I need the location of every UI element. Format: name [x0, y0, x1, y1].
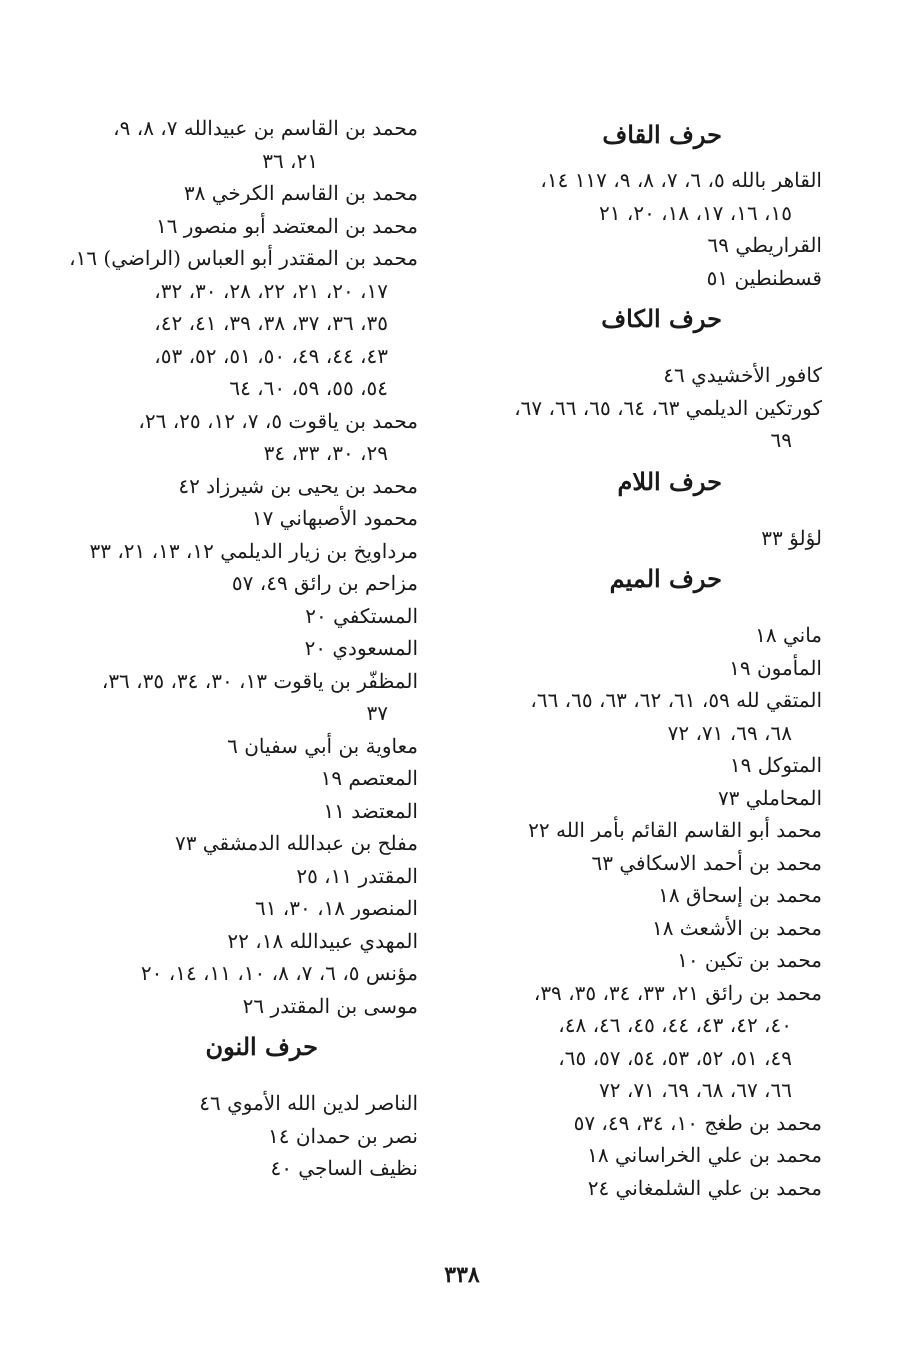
- index-entry: محمد بن يحيى بن شيرزاد ٤٢: [178, 473, 418, 498]
- section-heading-lam: حرف اللام: [617, 466, 722, 496]
- index-entry-continuation: ٦٩: [770, 428, 792, 452]
- index-entry: محمد بن المقتدر أبو العباس (الراضي) ١٦،: [69, 246, 418, 270]
- index-entry: كافور الأخشيدي ٤٦: [663, 363, 822, 387]
- index-entry: القاهر بالله ٥، ٦، ٧، ٨، ٩، ١١٧ ١٤،: [540, 168, 822, 192]
- index-entry: محمد بن علي الخراساني ١٨: [587, 1143, 822, 1167]
- index-entry: محمد بن تكين ١٠: [677, 948, 822, 972]
- index-entry-continuation: ٦٦، ٦٧، ٦٨، ٦٩، ٧١، ٧٢: [599, 1078, 792, 1102]
- index-entry-continuation: ١٥، ١٦، ١٧، ١٨، ٢٠، ٢١: [599, 200, 792, 225]
- index-entry: المسعودي ٢٠: [304, 636, 418, 660]
- index-entry: محمد أبو القاسم القائم بأمر الله ٢٢: [528, 818, 822, 842]
- left-column: [58, 112, 418, 1185]
- index-entry: محمد بن القاسم الكرخي ٣٨: [183, 181, 418, 205]
- index-entry: محمد بن علي الشلمغاني ٢٤: [587, 1175, 822, 1200]
- index-entry: قسطنطين ٥١: [706, 265, 822, 290]
- index-entry-continuation: ٥٤، ٥٥، ٥٩، ٦٠، ٦٤: [229, 376, 388, 400]
- index-entry: المحاملي ٧٣: [717, 785, 822, 810]
- index-entry: المتوكل ١٩: [729, 753, 822, 777]
- index-entry: المنصور ١٨، ٣٠، ٦١: [254, 896, 418, 920]
- index-entry-continuation: ٣٧: [366, 701, 388, 725]
- index-entry: المقتدر ١١، ٢٥: [296, 863, 418, 888]
- index-entry-continuation: ٦٨، ٦٩، ٧١، ٧٢: [667, 720, 792, 745]
- index-entry: ماني ١٨: [755, 623, 822, 647]
- index-entry: محمد بن الأشعث ١٨: [651, 915, 822, 940]
- index-entry: محمد بن إسحاق ١٨: [658, 883, 822, 907]
- index-entry: كورتكين الديلمي ٦٣، ٦٤، ٦٥، ٦٦، ٦٧،: [514, 395, 822, 420]
- index-entry: المظفّر بن ياقوت ١٣، ٣٠، ٣٤، ٣٥، ٣٦،: [101, 668, 418, 693]
- index-entry: محمود الأصبهاني ١٧: [251, 506, 418, 530]
- index-entry-continuation: ٢٩، ٣٠، ٣٣، ٣٤: [263, 441, 388, 465]
- index-entry: المستكفي ٢٠: [305, 603, 418, 628]
- index-entry: مؤنس ٥، ٦، ٧، ٨، ١٠، ١١، ١٤، ٢٠: [140, 961, 418, 985]
- index-entry-continuation: ٤٣، ٤٤، ٤٩، ٥٠، ٥١، ٥٢، ٥٣،: [154, 343, 388, 368]
- index-entry: موسى بن المقتدر ٢٦: [242, 993, 418, 1018]
- section-heading-nun: حرف النون: [205, 1032, 318, 1061]
- index-entry: المهدي عبيدالله ١٨، ٢٢: [227, 928, 418, 953]
- index-entry: محمد بن أحمد الاسكافي ٦٣: [591, 850, 822, 875]
- index-entry: الناصر لدين الله الأموي ٤٦: [199, 1091, 418, 1115]
- index-entry: محمد بن المعتضد أبو منصور ١٦: [155, 213, 418, 238]
- section-heading-qaf: حرف القاف: [602, 120, 722, 149]
- index-entry: المعتضد ١١: [323, 798, 418, 823]
- page-number: ٣٣٨: [444, 1262, 480, 1288]
- section-heading-kaf: حرف الكاف: [601, 304, 722, 333]
- index-entry: محمد بن طغج ١٠، ٣٤، ٤٩، ٥٧: [573, 1110, 822, 1135]
- index-entry: مفلح بن عبدالله الدمشقي ٧٣: [174, 831, 418, 855]
- index-entry-continuation: ١٧، ٢٠، ٢١، ٢٢، ٢٨، ٣٠، ٣٢،: [154, 278, 388, 303]
- index-entry: نظيف الساجي ٤٠: [270, 1156, 418, 1180]
- section-heading-mim: حرف الميم: [609, 564, 722, 593]
- index-entry: لؤلؤ ٣٣: [761, 525, 822, 550]
- index-entry: محمد بن ياقوت ٥، ٧، ١٢، ٢٥، ٢٦،: [138, 408, 418, 433]
- index-entry: القراريطي ٦٩: [707, 233, 822, 257]
- index-entry: المتقي لله ٥٩، ٦١، ٦٢، ٦٣، ٦٥، ٦٦،: [530, 688, 822, 712]
- index-entry: معاوية بن أبي سفيان ٦: [227, 733, 418, 758]
- index-entry: مزاحم بن رائق ٤٩، ٥٧: [231, 571, 418, 595]
- index-entry: المأمون ١٩: [729, 655, 822, 680]
- index-entry-continuation: ٣٥، ٣٦، ٣٧، ٣٨، ٣٩، ٤١، ٤٢،: [154, 311, 388, 335]
- index-entry: محمد بن القاسم بن عبيدالله ٧، ٨، ٩،: [113, 116, 418, 140]
- index-entry: المعتصم ١٩: [320, 766, 418, 790]
- index-entry-continuation: ٢١، ٣٦: [262, 148, 318, 173]
- index-entry: محمد بن رائق ٢١، ٣٣، ٣٤، ٣٥، ٣٩،: [533, 980, 822, 1005]
- index-entry: نصر بن حمدان ١٤: [268, 1123, 418, 1148]
- index-entry-continuation: ٤٩، ٥١، ٥٢، ٥٣، ٥٤، ٥٧، ٦٥،: [558, 1045, 792, 1070]
- right-column: [462, 112, 822, 1204]
- index-entry-continuation: ٤٠، ٤٢، ٤٣، ٤٤، ٤٥، ٤٦، ٤٨،: [558, 1013, 792, 1037]
- index-entry: مرداويخ بن زيار الديلمي ١٢، ١٣، ٢١، ٣٣: [89, 538, 418, 563]
